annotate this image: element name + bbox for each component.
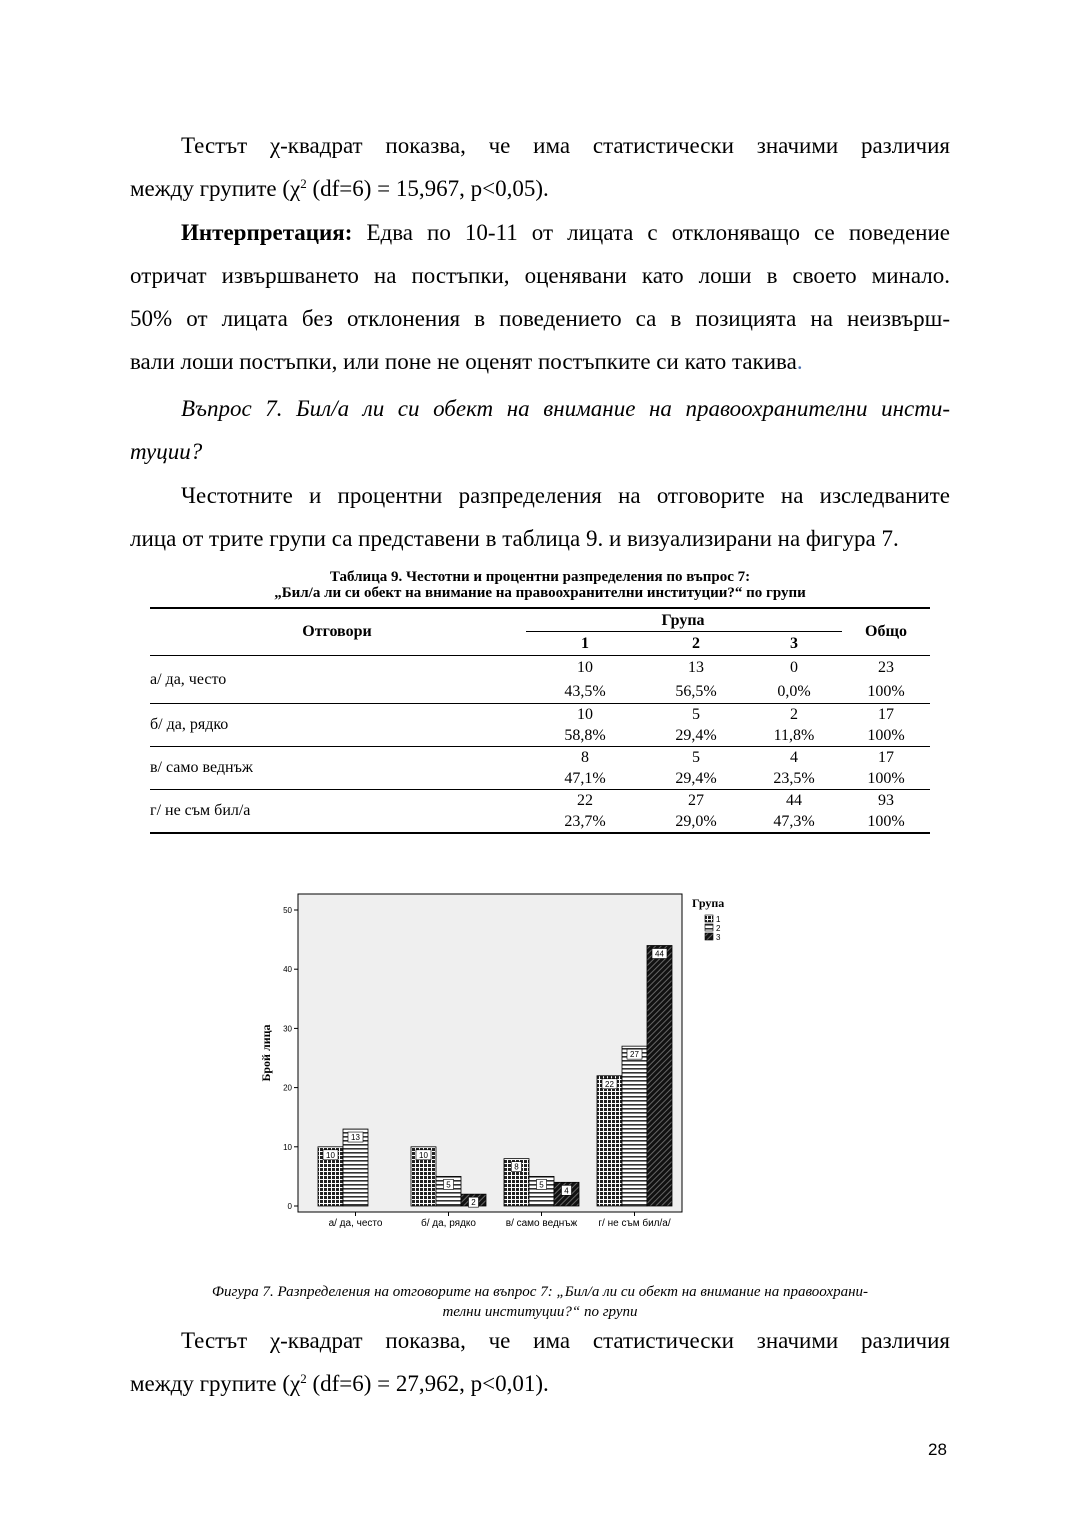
bar-value-label: 4	[564, 1186, 569, 1196]
header-group-1: 1	[524, 632, 646, 656]
text-line: 50% от лицата без отклонения в поведението са в позицията на неизвърш-	[130, 306, 950, 331]
cell-percent: 29,4%	[646, 768, 746, 790]
paragraph-interpretation	[130, 211, 950, 383]
cell-percent: 100%	[842, 768, 930, 790]
legend-title: Група	[692, 896, 725, 910]
figure-caption: Фигура 7. Разпределения на отговорите на въпрос 7: „Бил/а ли си обект на внимание на правоохрани- телни институции?“ по групи	[211, 1284, 869, 1320]
y-tick-label: 40	[283, 965, 292, 975]
bar	[597, 1076, 622, 1206]
cell-count: 0	[746, 656, 842, 681]
cell-percent: 47,3%	[746, 811, 842, 833]
cell-count: 23	[842, 656, 930, 681]
bar-value-label: 10	[326, 1150, 335, 1160]
figure-7-bar-chart	[240, 880, 760, 1240]
table-row	[150, 790, 930, 812]
legend	[692, 896, 724, 942]
legend-swatch-3	[705, 933, 713, 940]
bar-value-label: 22	[605, 1079, 614, 1089]
cell-percent: 29,4%	[646, 725, 746, 747]
bar-value-label: 27	[630, 1050, 639, 1060]
bar	[647, 946, 672, 1206]
paragraph-chi-square-2	[130, 1319, 950, 1405]
y-tick-label: 50	[283, 906, 292, 915]
text-line: лица от трите групи са представени в таблица 9. и визуализирани на фигура 7.	[130, 526, 899, 551]
table-9	[150, 607, 930, 834]
row-label: в/ само веднъж	[150, 747, 524, 790]
bar-value-label: 13	[351, 1133, 360, 1143]
cell-count: 17	[878, 705, 894, 723]
legend-label-1: 1	[716, 915, 721, 924]
cell-count: 2	[790, 705, 798, 723]
cell-count: 13	[646, 656, 746, 681]
bar	[622, 1046, 647, 1206]
cell-percent: 11,8%	[746, 725, 842, 747]
legend-swatch-1	[705, 915, 713, 922]
cell-count: 10	[524, 656, 646, 681]
table-row	[150, 656, 930, 681]
cell-percent: 23,7%	[524, 811, 646, 833]
cell-percent: 43,5%	[524, 680, 646, 704]
text-line: между групите ($\chi^2$ (df=6) = 27,962, p<0,01).	[130, 1371, 549, 1396]
cell-count: 93	[878, 791, 894, 809]
text-line: между групите ($\chi^2$ (df=6) = 15,967, p<0,05).	[130, 176, 549, 201]
table-row	[150, 747, 930, 769]
bar-value-label: 5	[446, 1180, 451, 1190]
text-line: туции?	[130, 439, 203, 464]
cell-count: 10	[577, 705, 593, 723]
text-line: Интерпретация: Едва по 10-11 от лицата с отклоняващо се поведение	[181, 220, 950, 245]
table-row	[150, 704, 930, 726]
text-line: Въпрос 7. Бил/а ли си обект на внимание на правоохранителни инсти-	[181, 396, 950, 421]
cell-count: 44	[786, 791, 802, 809]
x-tick-label: б/ да, рядко	[421, 1218, 476, 1229]
cell-percent: 47,1%	[524, 768, 646, 790]
bar-value-label: 5	[539, 1180, 544, 1190]
cell-percent: 0,0%	[746, 680, 842, 704]
header-answers: Отговори	[150, 608, 524, 656]
row-label: г/ не съм бил/а	[150, 790, 524, 834]
cell-percent: 100%	[842, 680, 930, 704]
cell-percent: 58,8%	[524, 725, 646, 747]
row-label: а/ да, често	[150, 656, 524, 704]
text-line: отричат извършването на постъпки, оценявани като лоши в своето минало.	[130, 263, 950, 288]
cell-count: 5	[692, 748, 700, 766]
paragraph-chi-square-1	[130, 124, 950, 210]
x-tick-label: а/ да, често	[328, 1218, 383, 1229]
header-group-2: 2	[646, 632, 746, 656]
y-tick-label: 30	[283, 1024, 292, 1034]
legend-swatch-2	[705, 924, 713, 931]
x-tick-label: в/ само веднъж	[505, 1218, 578, 1229]
y-axis	[283, 906, 298, 1211]
text-line: Тестът χ-квадрат показва, че има статистически значими различия	[181, 1328, 950, 1353]
question-7	[130, 387, 950, 473]
interpretation-label: Интерпретация:	[181, 220, 353, 245]
cell-count: 4	[790, 748, 798, 766]
text-line: Тестът χ-квадрат показва, че има статистически значими различия	[181, 133, 950, 158]
paragraph-frequencies	[130, 474, 950, 560]
bar-value-label: 10	[419, 1150, 428, 1160]
cell-count: 17	[878, 748, 894, 766]
cell-count: 8	[581, 748, 589, 766]
table-caption: Таблица 9. Честотни и процентни разпределения по въпрос 7: „Бил/а ли си обект на внимание на правоохранителни институции?“ по групи	[274, 569, 806, 601]
header-group-3: 3	[746, 632, 842, 656]
page-number: 28	[928, 1440, 947, 1459]
y-tick-label: 20	[283, 1083, 292, 1093]
cell-count: 22	[577, 791, 593, 809]
header-group: Група	[524, 608, 842, 632]
cell-percent: 56,5%	[646, 680, 746, 704]
y-tick-label: 0	[287, 1202, 292, 1211]
bar-value-label: 44	[655, 949, 664, 959]
y-tick-label: 10	[283, 1142, 292, 1152]
text-line: Честотните и процентни разпределения на отговорите на изследваните	[181, 483, 950, 508]
header-total: Общо	[842, 608, 930, 656]
text-line: вали лоши постъпки, или поне не оценят постъпките си като такива.	[130, 349, 803, 374]
legend-label-3: 3	[716, 933, 721, 942]
row-label: б/ да, рядко	[150, 704, 524, 747]
cell-percent: 29,0%	[646, 811, 746, 833]
cell-percent: 100%	[842, 811, 930, 833]
x-axis-labels	[329, 1212, 671, 1229]
bar-value-label: 8	[514, 1162, 519, 1172]
bar-value-label: 2	[471, 1198, 476, 1208]
cell-count: 5	[692, 705, 700, 723]
table-header-row	[150, 608, 930, 632]
y-axis-label: Брой лица	[259, 1024, 273, 1082]
cell-count: 27	[688, 791, 704, 809]
x-tick-label: г/ не съм бил/а/	[598, 1218, 671, 1229]
cell-percent: 23,5%	[746, 768, 842, 790]
cell-percent: 100%	[842, 725, 930, 747]
legend-label-2: 2	[716, 924, 721, 933]
